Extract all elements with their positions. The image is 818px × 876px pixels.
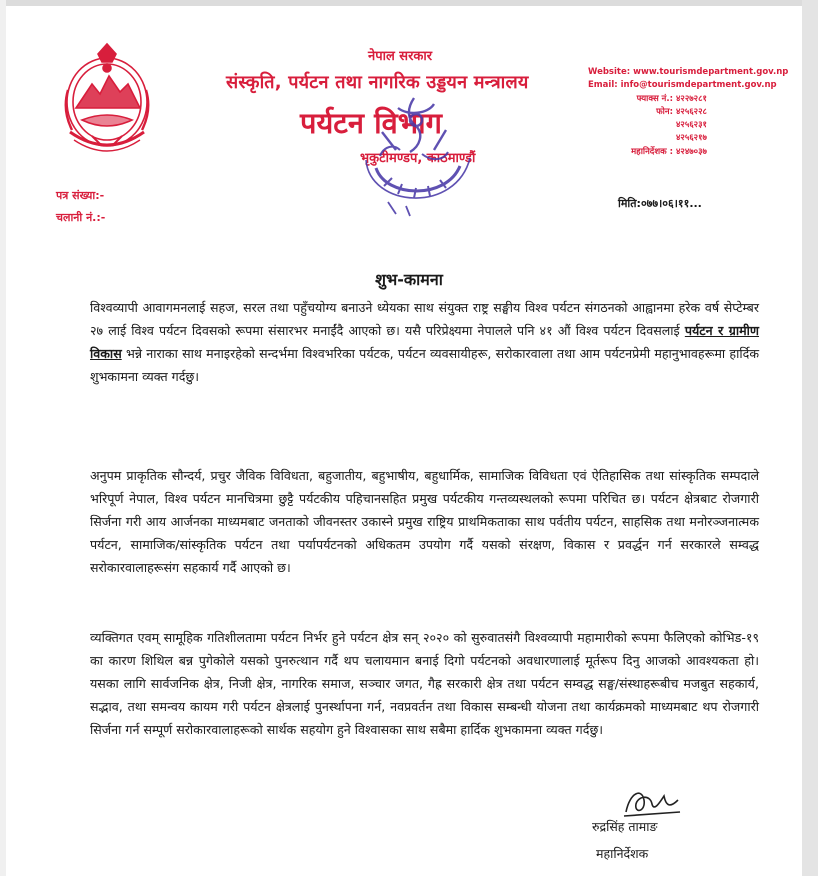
website-label: Website: [588, 67, 631, 77]
fax-value: ४२२७२८१ [676, 93, 707, 104]
letter-date: मिति:०७७।०६।११... [618, 197, 702, 210]
phone-label: फोन: [656, 106, 673, 117]
phone-value-1: ४२५६२२८ [676, 106, 707, 117]
director-general-row [588, 146, 768, 159]
phone-row-2 [588, 119, 768, 132]
page-edge-top [0, 0, 818, 6]
phone-row-3 [588, 132, 768, 145]
phone-value-2: ४२५६२३१ [676, 120, 707, 131]
letter-number-label: पत्र संख्या:- [56, 189, 105, 202]
director-general-label: महानिर्देशक : [631, 146, 673, 157]
letter-title: शुभ-कामना [375, 270, 443, 289]
paragraph-2: अनुपम प्राकृतिक सौन्दर्य, प्रचुर जैविक विविधता, बहुजातीय, बहुभाषीय, बहुधार्मिक, सामाजिक विविधता एवं ऐतिहासिक तथा सांस्कृतिक सम्पदाले भरिपूर्ण नेपाल, विश्व पर्यटन मानचित्रमा छुट्टै पर्यटकीय पहिचानसहित प्रमुख पर्यटकीय गन्तव्यस्थलको रूपमा परिचित छ। पर्यटन क्षेत्रबाट रोजगारी सिर्जना गरी आय आर्जनका माध्यमबाट जनताको जीवनस्तर उकास्ने प्रमुख राष्ट्रिय प्राथमिकताका साथ पर्वतीय पर्यटन, साहसिक तथा मनोरञ्जनात्मक पर्यटन, सामाजिक/सांस्कृतिक पर्यटन तथा पर्यापर्यटनको अधिकतम उपयोग गर्दै यसको संरक्षण, विकास र प्रवर्द्धन गर्न सरकारले सम्वद्ध सरोकारवालाहरूसंग सहकार्य गर्दै आएको छ। [90, 468, 759, 575]
department-name: पर्यटन विभाग [300, 106, 442, 140]
ministry-name: संस्कृति, पर्यटन तथा नागरिक उड्डयन मन्त्रालय [226, 72, 529, 93]
campaign-theme: पर्यटन र ग्रामीण विकास [90, 323, 760, 361]
website-value: www.tourismdepartment.gov.np [633, 67, 789, 77]
director-general-phone: ४२४७०३७ [676, 146, 707, 157]
official-stamp-icon [336, 90, 496, 220]
paragraph-1-part-a: विश्वव्यापी आवागमनलाई सहज, सरल तथा पहुँचयोग्य बनाउने ध्येयका साथ संयुक्त राष्ट्र सङ्घीय विश्व पर्यटन संगठनको आह्वानमा हरेक वर्ष सेप्टेम्बर २७ लाई विश्व पर्यटन दिवसको रूपमा संसारभर मनाईंदै आएको छ। यसै परिप्रेक्ष्यमा नेपालले पनि ४१ औं विश्व पर्यटन दिवसलाई [90, 300, 759, 338]
contact-block [588, 66, 789, 159]
fax-label: फ्याक्स नं.: [636, 93, 673, 104]
paragraph-1-part-b: भन्ने नाराका साथ मनाइरहेको सन्दर्भमा विश्वभरिका पर्यटक, पर्यटन व्यवसायीहरू, सरोकारवाला तथा आम पर्यटनप्रेमी महानुभावहरूमा हार्दिक शुभकामना व्यक्त गर्दछु। [90, 346, 759, 384]
phone-row [588, 106, 768, 119]
nepal-emblem-icon [54, 40, 160, 160]
signer-designation: महानिर्देशक [596, 846, 649, 861]
email-value: info@tourismdepartment.gov.np [620, 80, 777, 91]
government-name: नेपाल सरकार [368, 49, 433, 64]
signature-icon [620, 782, 684, 820]
page-edge-right [802, 0, 818, 876]
fax-row [588, 93, 768, 106]
dispatch-number-label: चलानी नं.:- [56, 211, 106, 224]
page-edge-left [0, 0, 6, 876]
department-location: भृकुटीमण्डप, काठमाण्डौं [360, 151, 476, 166]
signer-name: रुद्रसिंह तामाङ [592, 819, 658, 834]
phone-value-3: ४२५६२१७ [676, 133, 707, 144]
email-row [588, 79, 777, 92]
email-label: Email: [588, 80, 618, 91]
paragraph-1 [90, 296, 759, 388]
website-row [588, 66, 789, 79]
paragraph-3: व्यक्तिगत एवम् सामूहिक गतिशीलतामा पर्यटन निर्भर हुने पर्यटन क्षेत्र सन् २०२० को सुरुवातसंगै विश्वव्यापी महामारीको रूपमा फैलिएको कोभिड-१९ का कारण शिथिल बन्न पुगेकोले यसको पुनरुत्थान गर्दै थप चलायमान बनाई दिगो पर्यटनको अवधारणालाई मूर्तरूप दिनु आजको आवश्यकता हो। यसका लागि सार्वजनिक क्षेत्र, निजी क्षेत्र, नागरिक समाज, सञ्चार जगत, गैह्र सरकारी क्षेत्र तथा पर्यटन सम्वद्ध सङ्घ/संस्थाहरूबीच मजबुत सहकार्य, सद्भाव, तथा समन्वय कायम गरी पर्यटन क्षेत्रलाई पुनर्स्थापना गर्न, नवप्रवर्तन तथा विकास सम्बन्धी योजना तथा कार्यक्रमको माध्यमबाट थप रोजगारी सिर्जना गर्न सम्पूर्ण सरोकारवालाहरूको सार्थक सहयोग हुने विश्वासका साथ सबैमा हार्दिक शुभकामना व्यक्त गर्दछु। [90, 630, 759, 737]
